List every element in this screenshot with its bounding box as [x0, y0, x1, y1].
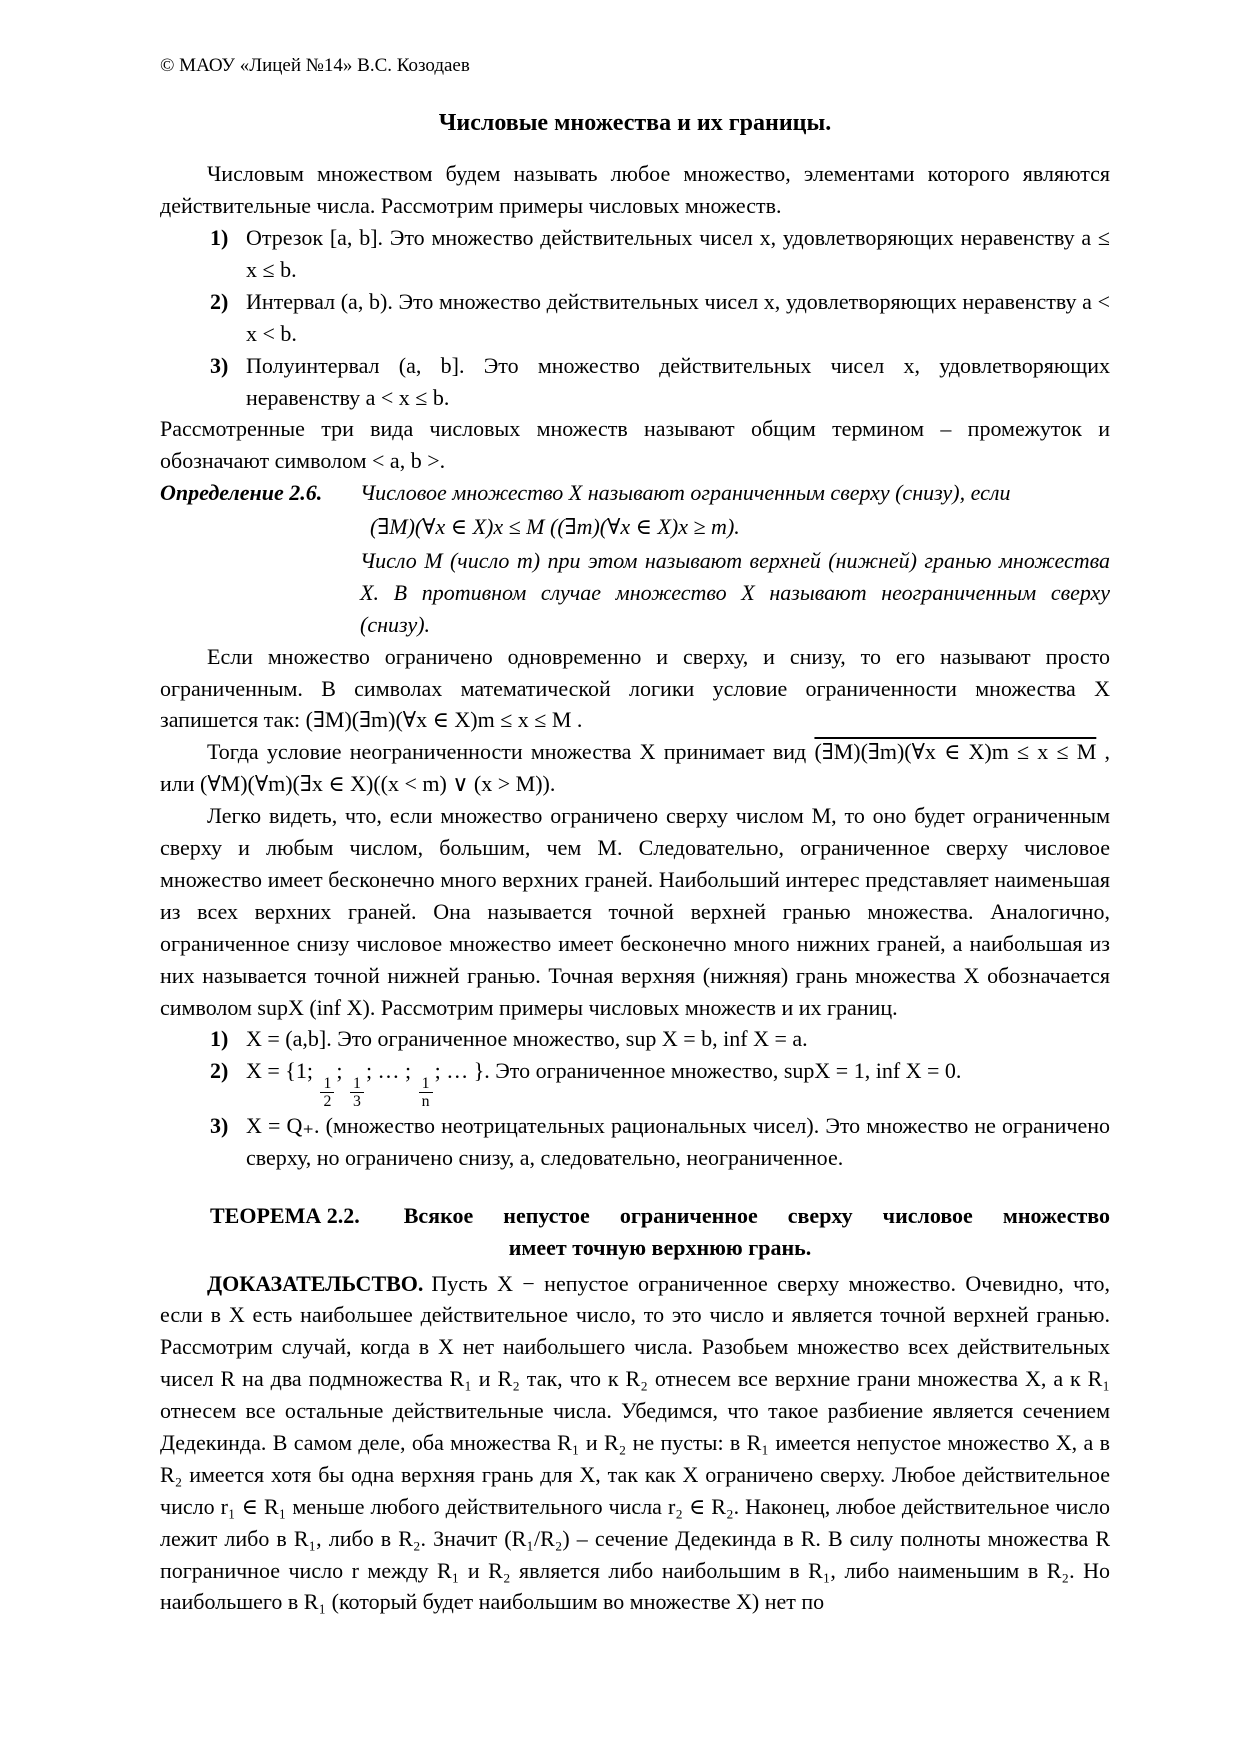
- intro-paragraph: Числовым множеством будем называть любое множество, элементами которого являются действительные числа. Рассмотрим примеры числовых множеств.: [160, 161, 1110, 219]
- list-item: [160, 1055, 1110, 1110]
- theorem-statement-line1: [210, 1200, 1110, 1232]
- item-text: X = {1; $\frac{1}{2}$ ; $\frac{1}{3}$ ; … ; $\frac{1}{n}$ ; … }. Это ограниченное множество, supX = 1, inf X = 0.: [246, 1058, 962, 1110]
- list-item: [160, 1110, 1110, 1174]
- list-item: [160, 286, 1110, 350]
- definition-body: [360, 477, 1110, 640]
- item-text: Интервал (a, b). Это множество действительных чисел x, удовлетворяющих неравенству a < x < b.: [246, 288, 1110, 346]
- bounded-paragraph: Если множество ограничено одновременно и сверху, и снизу, то его называют просто ограниченным. В символах математической логики условие ограниченности множества X запишется так: (∃M)(∃m)(∀x ∈ X)m ≤ x ≤ M .: [160, 643, 1110, 733]
- item-number: 3): [210, 352, 229, 378]
- item-number: 2): [210, 288, 229, 314]
- definition-condition: Числовое множество X называют ограниченным сверху (снизу), если: [360, 480, 1011, 506]
- document-title: Числовые множества и их границы.: [438, 109, 832, 136]
- item-number: 2): [210, 1058, 229, 1084]
- proof-paragraph: [160, 1268, 1110, 1619]
- definition-formula: (∃M)(∀x ∈ X)x ≤ M ((∃m)(∀x ∈ X)x ≥ m).: [370, 514, 740, 540]
- item-text: X = Q₊. (множество неотрицательных рациональных чисел). Это множество не ограничено сверху, но ограничено снизу, а, следовательно, неограниченное.: [246, 1113, 1110, 1170]
- item-text: Полуинтервал (a, b]. Это множество действительных чисел x, удовлетворяющих неравенству a < x ≤ b.: [246, 352, 1110, 410]
- item-number: 1): [210, 1026, 229, 1052]
- item-number: 3): [210, 1113, 229, 1138]
- theorem-text: Всякое непустое ограниченное сверху числовое множество: [403, 1202, 1110, 1228]
- definition-label: Определение 2.6.: [160, 480, 323, 506]
- interval-list: [160, 222, 1110, 413]
- item-number: 1): [210, 225, 229, 251]
- sup-inf-paragraph: Легко видеть, что, если множество ограничено сверху числом M, то оно будет ограниченным сверху и любым числом, большим, чем M. Следовательно, ограниченное сверху числовое множество имеет бесконечно много верхних граней. Наибольший интерес представляет наименьшая из всех верхних граней. Она называется точной верхней гранью множества. Аналогично, ограниченное снизу числовое множество имеет бесконечно много нижних граней, а наибольшая из них называется точной нижней гранью. Точная верхняя (нижняя) грань множества X обозначается символом supX (inf X). Рассмотрим примеры числовых множеств и их границ.: [160, 803, 1110, 1020]
- theorem-statement-line2: имеет точную верхнюю грань.: [508, 1234, 812, 1260]
- item-text: X = (a,b]. Это ограниченное множество, sup X = b, inf X = a.: [246, 1026, 808, 1052]
- theorem-label: ТЕОРЕМА 2.2.: [210, 1202, 360, 1228]
- theorem-block: [160, 1200, 1110, 1264]
- definition-rest: Число M (число m) при этом называют верхней (нижней) гранью множества X. В противном случае множество X называют неограниченным сверху (снизу).: [360, 548, 1110, 637]
- copyright-note: © МАОУ «Лицей №14» В.С. Козодаев: [160, 55, 470, 76]
- list-item: [160, 1023, 1110, 1055]
- list-item: [160, 350, 1110, 414]
- proof-label: ДОКАЗАТЕЛЬСТВО.: [207, 1270, 424, 1296]
- item-text: Отрезок [a, b]. Это множество действительных чисел x, удовлетворяющих неравенству a ≤ x ≤ b.: [246, 225, 1110, 283]
- proof-text: Пусть X − непустое ограниченное сверху множество. Очевидно, что, если в X есть наибольшее действительное число, то это число и является точной верхней гранью. Рассмотрим случай, когда в X нет наибольшего числа. Разобьем множество всех действительных чисел R на два подмножества R₁ и R₂ так, что к R₂ отнесем все верхние грани множества X, а к R₁ отнесем все остальные действительные числа. Убедимся, что такое разбиение является сечением Дедекинда. В самом деле, оба множества R₁ и R₂ не пусты: в R₁ имеется непустое множество X, а в R₂ имеется хотя бы одна верхняя грань для X, так как X ограничено сверху. Любое действительное число r₁ ∈ R₁ меньше любого действительного числа r₂ ∈ R₂. Наконец, любое действительное число лежит либо в R₁, либо в R₂. Значит (R₁/R₂) – сечение Дедекинда в R. В силу полноты множества R пограничное число r между R₁ и R₂ является либо наибольшим в R₁, либо наименьшим в R₂. Но наибольшего в R₁ (который будет наибольшим во множестве X) нет по: [160, 1270, 1110, 1615]
- list-item: [160, 222, 1110, 286]
- unbounded-paragraph: Тогда условие неограниченности множества X принимает вид (∃M)(∃m)(∀x ∈ X)m ≤ x ≤ M , или (∀M)(∀m)(∃x ∈ X)((x < m) ∨ (x > M)).: [160, 739, 1110, 797]
- promezhutok-paragraph: Рассмотренные три вида числовых множеств называют общим термином – промежуток и обозначают символом < a, b >.: [160, 416, 1110, 474]
- examples-list: [160, 1023, 1110, 1173]
- definition-block: [160, 477, 1110, 640]
